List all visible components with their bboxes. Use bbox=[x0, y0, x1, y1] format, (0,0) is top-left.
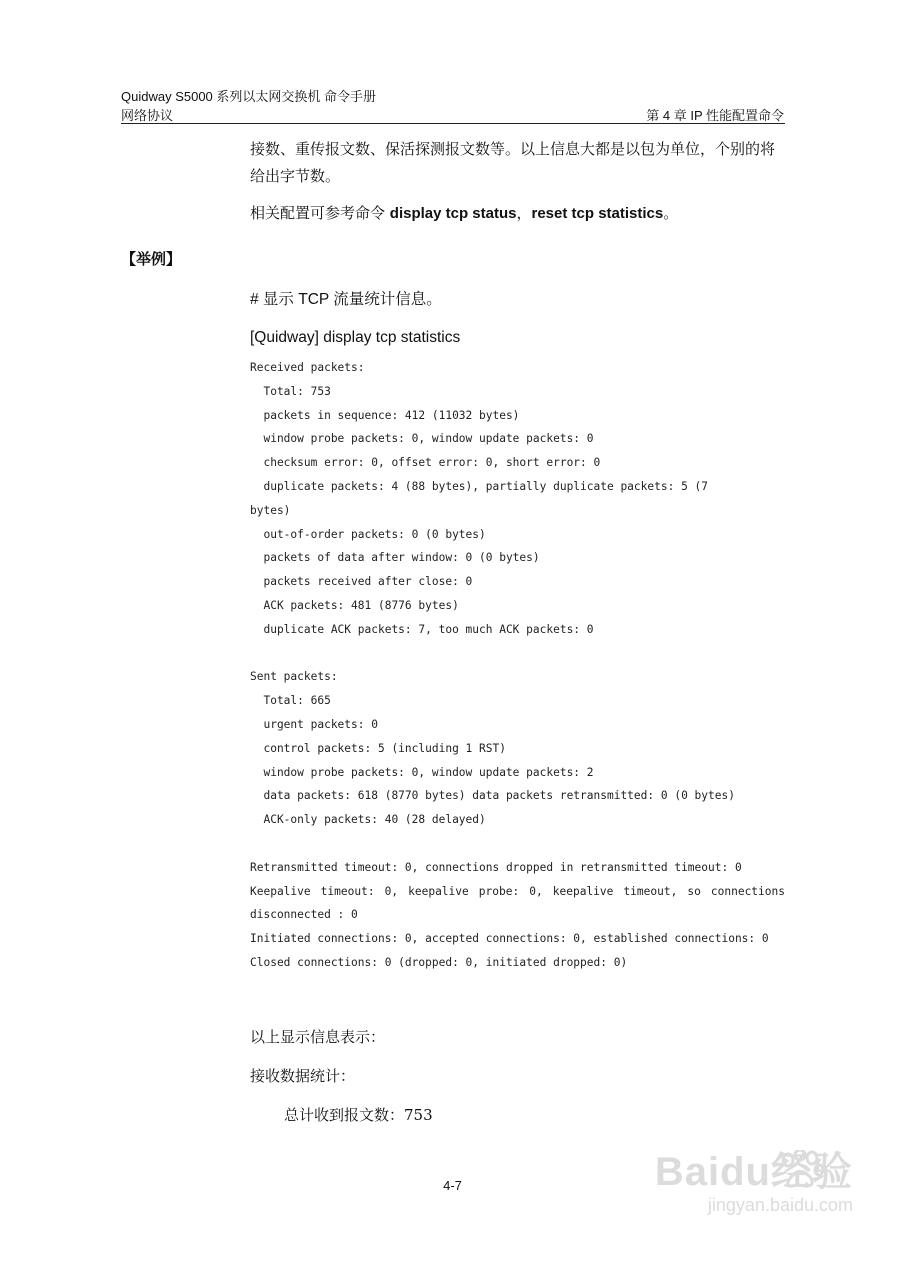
related-end: 。 bbox=[663, 204, 679, 222]
command-output bbox=[250, 356, 785, 975]
output-initiated: Initiated connections: 0, accepted connections: 0, established connections: 0 bbox=[250, 932, 769, 946]
section-name: 网络协议 bbox=[121, 108, 174, 123]
explanation-intro: 以上显示信息表示： bbox=[250, 1028, 386, 1046]
manual-title: Quidway S5000 系列以太网交换机 命令手册 bbox=[121, 89, 377, 104]
output-line: bytes) bbox=[250, 503, 291, 517]
watermark-url: jingyan.baidu.com bbox=[707, 1195, 853, 1215]
output-line: Received packets: bbox=[250, 361, 365, 374]
related-cmd-display-tcp-status: display tcp status bbox=[389, 205, 517, 222]
output-line: duplicate packets: 4 (88 bytes), partially duplicate packets: 5 (7 bbox=[250, 479, 709, 493]
chapter-title: 第 4 章 IP 性能配置命令 bbox=[646, 108, 784, 123]
paw-icon bbox=[779, 1150, 825, 1190]
output-line: control packets: 5 (including 1 RST) bbox=[250, 741, 506, 755]
receive-stats-heading: 接收数据统计： bbox=[250, 1067, 356, 1085]
intro-paragraph: 接数、重传报文数、保活探测报文数等。以上信息大都是以包为单位，个别的将给出字节数。 bbox=[250, 140, 776, 185]
output-line: ACK-only packets: 40 (28 delayed) bbox=[250, 813, 486, 827]
example-heading: 【举例】 bbox=[121, 250, 182, 268]
related-separator: ， bbox=[516, 204, 532, 222]
output-blank-line bbox=[250, 832, 785, 856]
output-line: ACK packets: 481 (8776 bytes) bbox=[250, 598, 459, 612]
watermark-brand: Baidu经验 bbox=[654, 1150, 853, 1194]
output-line: urgent packets: 0 bbox=[250, 717, 378, 731]
output-keepalive: Keepalive timeout: 0, keepalive probe: 0, keepalive timeout, so connections disconnected : 0 bbox=[250, 884, 785, 922]
output-line: window probe packets: 0, window update packets: 2 bbox=[250, 765, 594, 779]
output-line: Total: 753 bbox=[250, 384, 331, 398]
output-line: packets received after close: 0 bbox=[250, 575, 473, 589]
output-retransmitted: Retransmitted timeout: 0, connections dropped in retransmitted timeout: 0 bbox=[250, 860, 742, 874]
example-command: [Quidway] display tcp statistics bbox=[250, 329, 461, 346]
output-line: duplicate ACK packets: 7, too much ACK packets: 0 bbox=[250, 622, 594, 636]
output-blank-line bbox=[250, 642, 785, 666]
output-line: out-of-order packets: 0 (0 bytes) bbox=[250, 527, 486, 541]
total-received: 总计收到报文数：753 bbox=[284, 1106, 433, 1124]
related-prefix: 相关配置可参考命令 bbox=[250, 204, 390, 222]
output-line: Sent packets: bbox=[250, 670, 338, 684]
header-divider bbox=[121, 123, 785, 124]
output-line: packets of data after window: 0 (0 bytes) bbox=[250, 551, 540, 565]
example-comment: # 显示 TCP 流量统计信息。 bbox=[250, 291, 442, 308]
output-line: checksum error: 0, offset error: 0, short error: 0 bbox=[250, 456, 601, 470]
output-line: data packets: 618 (8770 bytes) data packets retransmitted: 0 (0 bytes) bbox=[250, 789, 735, 803]
output-line: Total: 665 bbox=[250, 694, 331, 708]
related-commands bbox=[250, 200, 785, 227]
output-line: window probe packets: 0, window update packets: 0 bbox=[250, 432, 594, 446]
output-closed: Closed connections: 0 (dropped: 0, initiated dropped: 0) bbox=[250, 955, 628, 969]
page-number: 4-7 bbox=[443, 1178, 462, 1193]
related-cmd-reset-tcp-statistics: reset tcp statistics bbox=[531, 205, 664, 222]
output-line: packets in sequence: 412 (11032 bytes) bbox=[250, 408, 520, 422]
